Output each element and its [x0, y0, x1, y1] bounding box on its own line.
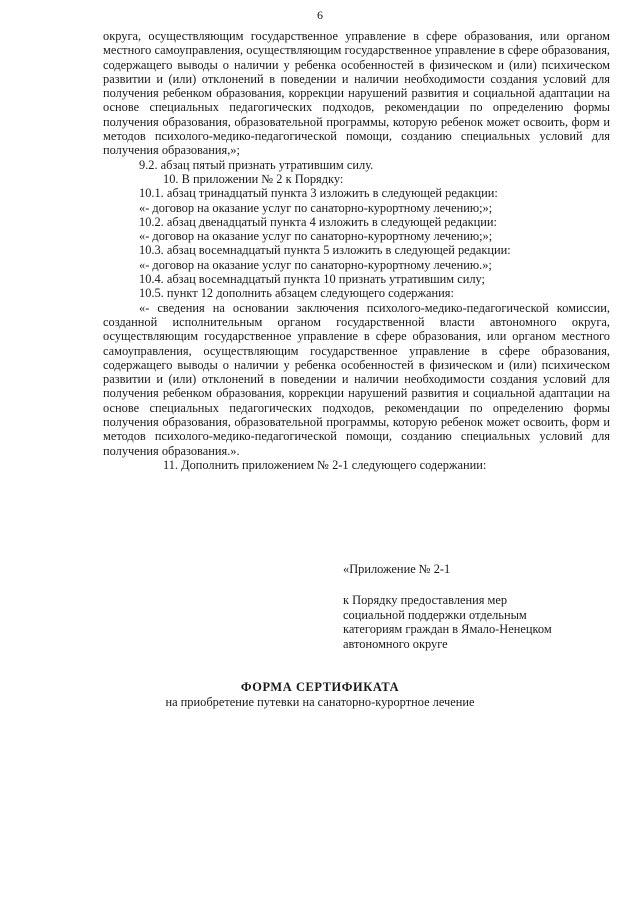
paragraph: 10.5. пункт 12 дополнить абзацем следующего содержания: — [139, 286, 454, 301]
form-subtitle: на приобретение путевки на санаторно-курортное лечение — [165, 694, 475, 709]
paragraph: 11. Дополнить приложением № 2-1 следующего содержании: — [163, 457, 487, 472]
form-heading — [0, 680, 640, 709]
document-body — [103, 29, 610, 472]
page-number: 6 — [317, 8, 323, 22]
paragraph: 10.3. абзац восемнадцатый пункта 5 изложить в следующей редакции: — [139, 243, 511, 258]
appendix-line: социальной поддержки отдельным — [343, 607, 527, 622]
paragraph: округа, осуществляющим государственное управление в сфере образования, или органом местного самоуправления, осуществляющим государственное управление в сфере образования, содержащего выводы о наличии у ребенка особенностей в физическом и (или) психическом развитии и (или) отклонений в поведении и наличии необходимости создания условий для получения ребенком образования, коррекции нарушений развития и социальной адаптации на основе специальных педагогических подходов, рекомендации по определению формы получения образования, образовательной программы, которую ребенок может освоить, форм и методов психолого-медико-педагогической помощи, созданию специальных условий для получения образования,»; — [103, 29, 611, 158]
paragraph: «- договор на оказание услуг по санаторно-курортному лечению;»; — [139, 229, 493, 244]
paragraph: 10.2. абзац двенадцатый пункта 4 изложить в следующей редакции: — [139, 214, 498, 229]
paragraph: 10.4. абзац восемнадцатый пункта 10 признать утратившим силу; — [139, 272, 485, 287]
appendix-line: автономного округе — [343, 636, 448, 651]
paragraph: «- договор на оказание услуг по санаторно-курортному лечению;»; — [139, 200, 493, 215]
form-title: ФОРМА СЕРТИФИКАТА — [240, 680, 400, 694]
appendix-line: к Порядку предоставления мер — [343, 593, 508, 607]
appendix-reference — [343, 593, 633, 651]
paragraph: 10.1. абзац тринадцатый пункта 3 изложить в следующей редакции: — [139, 186, 498, 201]
paragraph: 9.2. абзац пятый признать утратившим силу. — [139, 157, 374, 172]
paragraph: «- сведения на основании заключения психолого-медико-педагогической комиссии, созданной исполнительным органом государственной власти автономного округа, осуществляющим государственное управление в сфере образования, или органом местного самоуправления, осуществляющим государственное управление в сфере образования, содержащего выводы о наличии у ребенка особенностей в физическом и (или) психическом развитии и (или) отклонений в поведении и наличии необходимости создания условий для получения ребенком образования, коррекции нарушений развития и социальной адаптации на основе специальных педагогических подходов, рекомендации по определению формы получения образования, образовательной программы, которую ребенок может освоить, форм и методов психолого-медико-педагогической помощи, созданию специальных условий для получения образования.». — [103, 300, 610, 458]
appendix-title: «Приложение № 2-1 — [343, 562, 451, 576]
paragraph: «- договор на оказание услуг по санаторно-курортному лечению.»; — [139, 257, 492, 272]
appendix-line: категориям граждан в Ямало-Ненецком — [343, 622, 552, 636]
paragraph: 10. В приложении № 2 к Порядку: — [163, 171, 344, 186]
